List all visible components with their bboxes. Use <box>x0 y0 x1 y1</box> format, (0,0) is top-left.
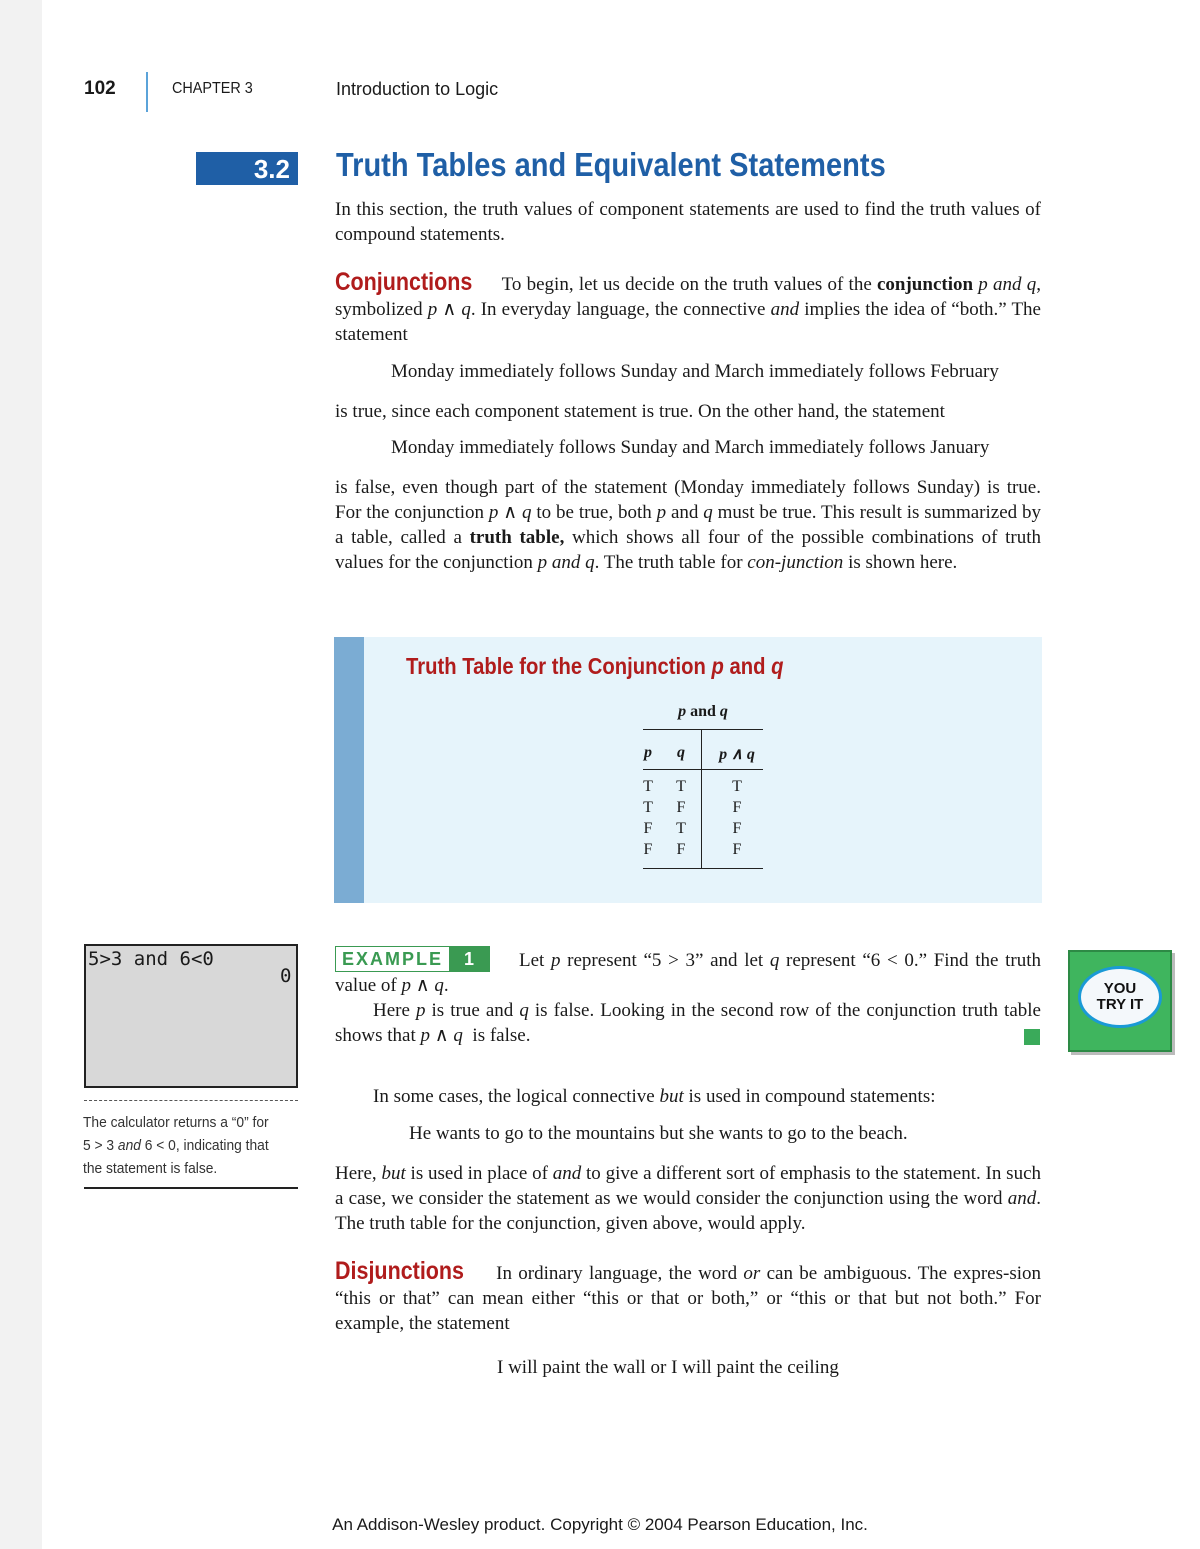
chapter-title: Introduction to Logic <box>336 79 499 99</box>
example-statement-2: Monday immediately follows Sunday and March immediately follows January <box>391 437 990 458</box>
truth-table-header-p: p <box>644 744 652 761</box>
disjunction-example-statement: I will paint the wall or I will paint the ceiling <box>497 1357 839 1378</box>
truth-table-header-conj: p ∧ q <box>719 746 755 763</box>
calculator-result: 0 <box>280 965 292 987</box>
conjunctions-between: is true, since each component statement is true. On the other hand, the statement <box>335 401 945 422</box>
truth-table-cell: T <box>643 778 653 795</box>
example-solution: Here p is true and q is false. Looking in the second row of the conjunction truth table shows that p ∧ q is false. <box>335 1000 1041 1046</box>
truth-table-cell: F <box>643 820 653 837</box>
copyright-footer: An Addison-Wesley product. Copyright © 2004 Pearson Education, Inc. <box>332 1515 868 1534</box>
truth-table-cell: T <box>676 778 686 795</box>
but-intro: In some cases, the logical connective but is used in compound statements: <box>373 1086 936 1107</box>
you-try-it-label[interactable]: YOU TRY IT <box>1096 980 1144 1013</box>
example-statement-1: Monday immediately follows Sunday and March immediately follows February <box>391 361 999 382</box>
caption-bottom-rule <box>84 1187 298 1189</box>
disjunctions-heading: Disjunctions <box>335 1257 465 1285</box>
example-number: 1 <box>449 947 489 971</box>
example-word: EXAMPLE <box>336 947 449 971</box>
truth-table-header-q: q <box>677 744 685 761</box>
but-example-statement: He wants to go to the mountains but she wants to go to the beach. <box>409 1123 908 1144</box>
truth-table-cell: F <box>732 799 742 816</box>
header-divider <box>146 72 148 112</box>
page-margin-shade <box>0 0 42 1549</box>
caption-dashed-rule <box>84 1100 298 1101</box>
calculator-input: 5>3 and 6<0 <box>88 948 214 970</box>
section-number: 3.2 <box>196 152 298 185</box>
example-end-marker <box>1024 1029 1040 1045</box>
truth-table-top-rule <box>643 729 763 730</box>
truth-table-bottom-rule <box>643 868 763 869</box>
truth-table-cell: F <box>676 799 686 816</box>
truth-table-divider <box>701 729 702 869</box>
but-explanation: Here, but is used in place of and to give a different sort of emphasis to the statement. In such a case, we consider the statement as we would consider the conjunction using the word and. The truth table for the conjunction, given above, would apply. <box>335 1163 1041 1234</box>
truth-table-cell: F <box>732 841 742 858</box>
truth-table-cell: F <box>643 841 653 858</box>
calculator-caption: The calculator returns a “0” for 5 > 3 and 6 < 0, indicating that the statement is false. <box>83 1114 269 1177</box>
conjunctions-paragraph: Conjunctions To begin, let us decide on the truth values of the conjunction p and q, symbolized p ∧ q. In everyday language, the connective and implies the idea of “both.” The statement <box>335 268 1041 345</box>
disjunctions-paragraph: Disjunctions In ordinary language, the word or can be ambiguous. The expres-sion “this or that” can mean either “this or that or both,” or “this or that but not both.” For example, the statement <box>335 1257 1041 1334</box>
truth-table-cell: F <box>676 841 686 858</box>
section-intro: In this section, the truth values of component statements are used to find the truth values of compound statements. <box>335 199 1041 245</box>
section-title: Truth Tables and Equivalent Statements <box>336 146 886 183</box>
truth-table-cell: F <box>732 820 742 837</box>
truth-table-header-rule <box>643 769 763 770</box>
page-number: 102 <box>84 78 116 99</box>
truth-table-panel-bar <box>334 637 364 903</box>
conjunctions-heading: Conjunctions <box>335 268 473 296</box>
truth-table-cell: T <box>643 799 653 816</box>
chapter-label: CHAPTER 3 <box>172 80 253 97</box>
truth-table-cell: T <box>732 778 742 795</box>
truth-table-cell: T <box>676 820 686 837</box>
conjunctions-explanation: is false, even though part of the statement (Monday immediately follows Sunday) is true. For the conjunction p ∧ q to be true, both p and q must be true. This result is summarized by a table, called a truth table, which shows all four of the possible combinations of truth values for the conjunction p and q. The truth table for con-junction is shown here. <box>335 477 1041 573</box>
example-problem: Let p represent “5 > 3” and let q represent “6 < 0.” Find the truth value of p ∧ q. <box>335 950 1041 996</box>
truth-table-caption: p and q <box>678 703 728 720</box>
truth-table-title: Truth Table for the Conjunction p and q <box>406 653 784 679</box>
